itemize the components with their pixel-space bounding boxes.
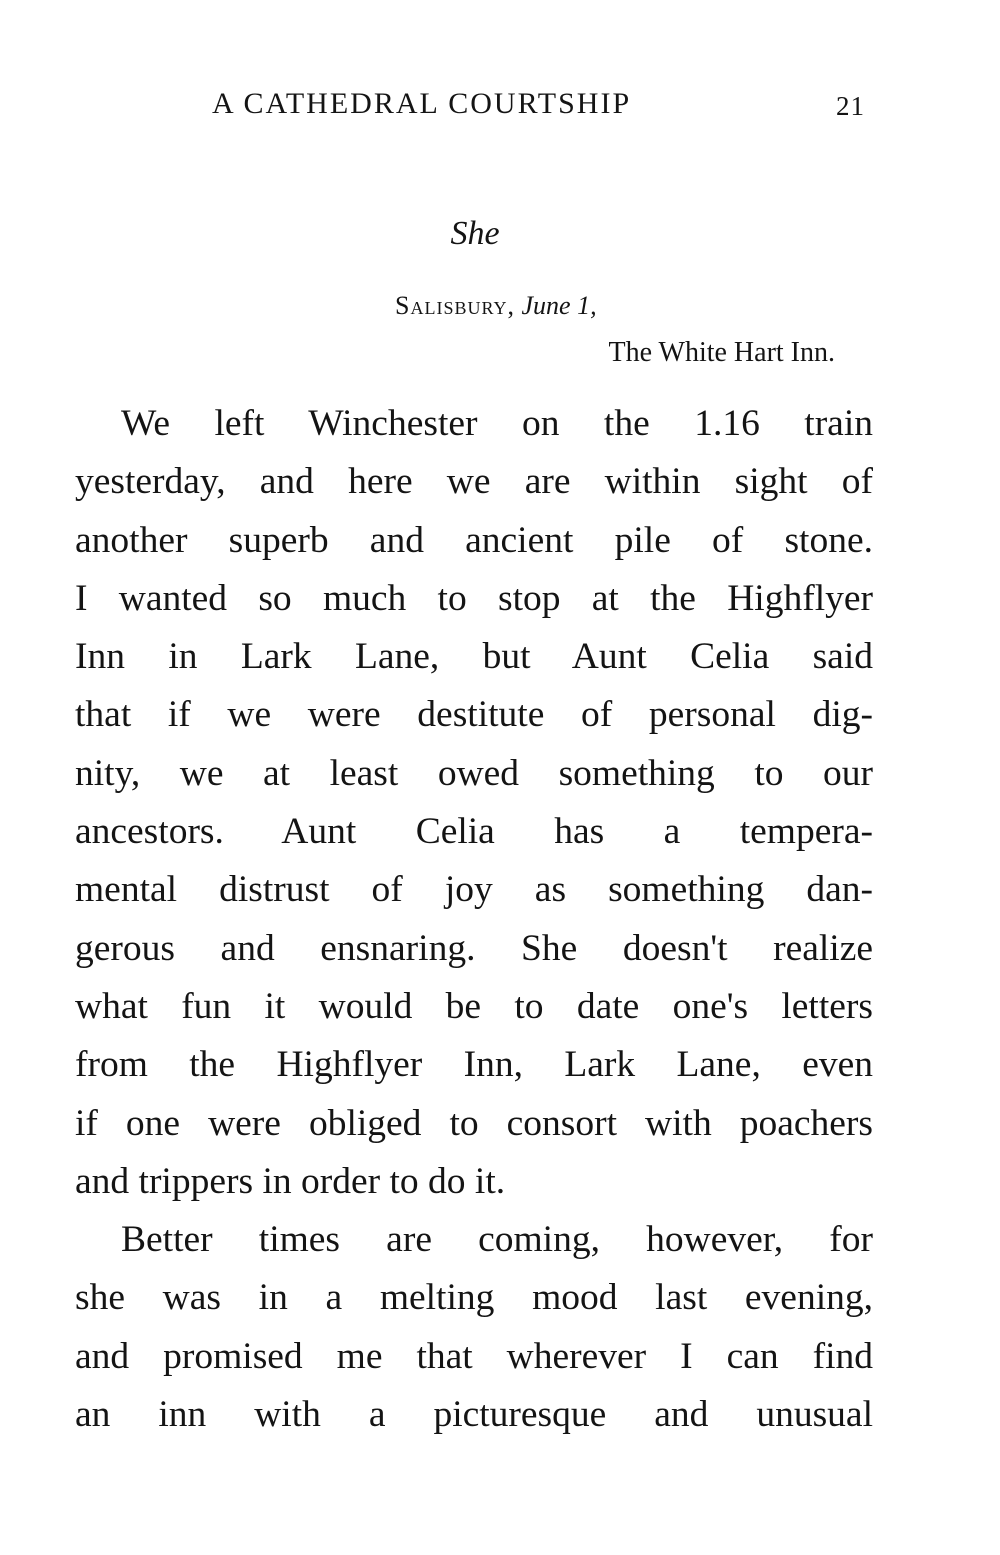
- text-line: Better times are coming, however, for: [121, 1219, 873, 1261]
- text-line: and promised me that wherever I can find: [75, 1335, 873, 1377]
- running-head-title: A CATHEDRAL COURTSHIP: [212, 87, 632, 120]
- letter-dateline: [395, 288, 597, 324]
- text-line: yesterday, and here we are within sight of: [75, 461, 873, 503]
- dateline-date: June 1,: [521, 291, 597, 320]
- text-line: she was in a melting mood last evening,: [75, 1277, 873, 1319]
- text-line: and trippers in order to do it.: [75, 1160, 506, 1202]
- text-line: ancestors. Aunt Celia has a tempera-: [75, 811, 873, 853]
- dateline-place: Salisbury,: [395, 291, 515, 320]
- text-line: nity, we at least owed something to our: [75, 752, 873, 794]
- paragraph-2: [75, 1211, 873, 1444]
- text-line: another superb and ancient pile of stone.: [75, 519, 873, 561]
- text-line: an inn with a picturesque and unusual: [75, 1394, 873, 1436]
- text-line: gerous and ensnaring. She doesn't realize: [75, 927, 873, 969]
- page-number: 21: [836, 91, 865, 121]
- letter-address: The White Hart Inn.: [608, 337, 835, 368]
- text-line: Inn in Lark Lane, but Aunt Celia said: [75, 636, 873, 678]
- text-line: I wanted so much to stop at the Highflyer: [75, 577, 873, 619]
- paragraph-1: [75, 395, 873, 1211]
- text-line: mental distrust of joy as something dan-: [75, 869, 873, 911]
- text-line: if one were obliged to consort with poachers: [75, 1102, 873, 1144]
- letter-speaker: She: [450, 215, 500, 252]
- text-line: that if we were destitute of personal dig-: [75, 694, 873, 736]
- text-line: We left Winchester on the 1.16 train: [121, 403, 873, 444]
- text-line: from the Highflyer Inn, Lark Lane, even: [75, 1044, 873, 1086]
- letter-body: [75, 395, 873, 1444]
- text-line: what fun it would be to date one's letters: [75, 985, 873, 1027]
